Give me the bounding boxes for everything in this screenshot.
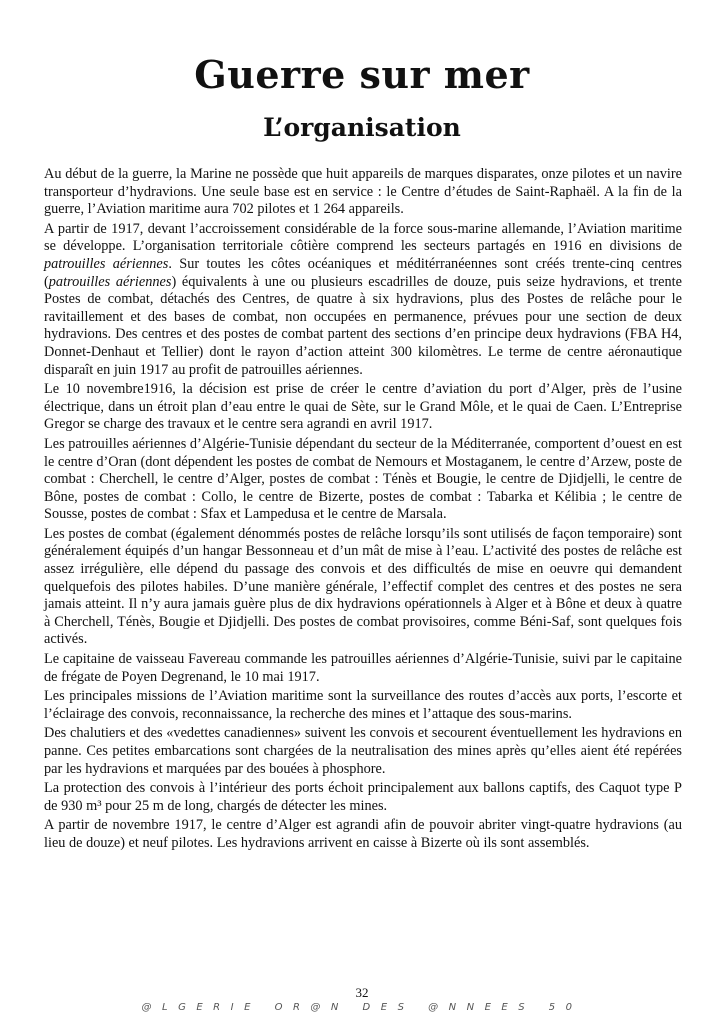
paragraph: Le 10 novembre1916, la décision est prise de créer le centre d’aviation du port d’Alger, près de l’usine électrique, dans un étroit plan d’eau entre le quai de Sète, sur le Grand Môle, et le quai de Caen. L’Entreprise Gregor se charge des travaux et le centre sera agrandi en avril 1917. [44,381,682,433]
paragraph: Des chalutiers et des «vedettes canadiennes» suivent les convois et secourent éventuellement les hydravions en panne. Ces petites embarcations sont chargées de la neutralisation des mines après qu’elles aient été repérées par les hydravions et marquées par des bouées à phosphore. [44,725,682,777]
emphasis: patrouilles aériennes [44,255,169,272]
paragraph: Les postes de combat (également dénommés postes de relâche lorsqu’ils sont utilisés de façon temporaire) sont généralement équipés d’un hangar Bessonneau et d’un mât de mise à l’eau. L’activité des postes de relâche est assez irrégulière, elle dépend du passage des convois et des difficultés de mise en oeuvre qui demandent quelquefois des pilotes habiles. D’une manière générale, l’effectif complet des centres et des postes ne sera jamais atteint. Il n’y aura jamais guère plus de dix hydravions opérationnels à Alger et à Bône et deux à quatre à Cherchell, Ténès, Bougie et Djidjelli. Des postes de combat provisoires, comme Béni-Saf, sont quelques fois activés. [44,525,682,648]
page-subtitle: L’organisation [263,113,461,142]
paragraph: Au début de la guerre, la Marine ne possède que huit appareils de marques disparates, onze pilotes et un navire transporteur d’hydravions. Une seule base est en service : le Centre d’études de Saint-Raphaël. A la fin de la guerre, l’Aviation maritime aura 702 pilotes et 1 264 appareils. [44,166,682,218]
paragraph: A partir de novembre 1917, le centre d’Alger est agrandi afin de pouvoir abriter vingt-quatre hydravions (au lieu de douze) et neuf pilotes. Les hydravions arrivent en caisse à Bizerte où ils sont assemblés. [44,817,682,851]
footer-watermark: @LGERIE OR@N DES @NNEES 50 [141,1002,583,1013]
paragraph: Les patrouilles aériennes d’Algérie-Tunisie dépendant du secteur de la Méditerranée, comportent d’ouest en est le centre d’Oran (dont dépendent les postes de combat de Nemours et Mostaganem, le centre d’Arzew, poste de combat : Cherchell, le centre d’Alger, postes de combat : Ténès et Bougie, le centre de Djidjelli, le centre de Bône, postes de combat : Collo, le centre de Bizerte, postes de combat : Tabarka et Kélibia ; le centre de Sousse, postes de combat : Sfax et Lampedusa et le centre de Marsala. [44,435,682,523]
paragraph: Les principales missions de l’Aviation maritime sont la surveillance des routes d’accès aux ports, l’escorte et l’éclairage des convois, reconnaissance, la recherche des mines et l’attaque des sous-marins. [44,688,682,722]
paragraph: Le capitaine de vaisseau Favereau commande les patrouilles aériennes d’Algérie-Tunisie, suivi par le capitaine de frégate de Poyen Degrenand, le 10 mai 1917. [44,651,682,685]
article-body [44,166,682,855]
page-number: 32 [355,985,369,1000]
paragraph: A partir de 1917, devant l’accroissement considérable de la force sous-marine allemande, l’Aviation maritime se développe. L’organisation territoriale côtière comprend les secteurs partagés en 1916 en divisions de patrouilles aériennes. Sur toutes les côtes océaniques et méditérranéennes sont créés trente-cinq centres (patrouilles aériennes) équivalents à une ou plusieurs escadrilles de douze, puis seize hydravions, et trente Postes de combat, détachés des Centres, de quatre à six hydravions, plus des Postes de relâche pour le ravitaillement et des bases de combat, non occupées en permanence, prévues pour une section de deux hydravions. Des centres et des postes de combat partent des sections d’en principe deux hydravions (FBA H4, Donnet-Denhaut et Tellier) dont le rayon d’action atteint 300 kilomètres. Le terme de centre aéronautique disparaît en juin 1917 au profit de patrouilles aériennes. [44,220,682,378]
paragraph: La protection des convois à l’intérieur des ports échoit principalement aux ballons captifs, des Caquot type P de 930 m³ pour 25 m de long, chargés de détecter les mines. [44,780,682,814]
emphasis: patrouilles aériennes [48,273,172,290]
page-title: Guerre sur mer [194,52,530,97]
